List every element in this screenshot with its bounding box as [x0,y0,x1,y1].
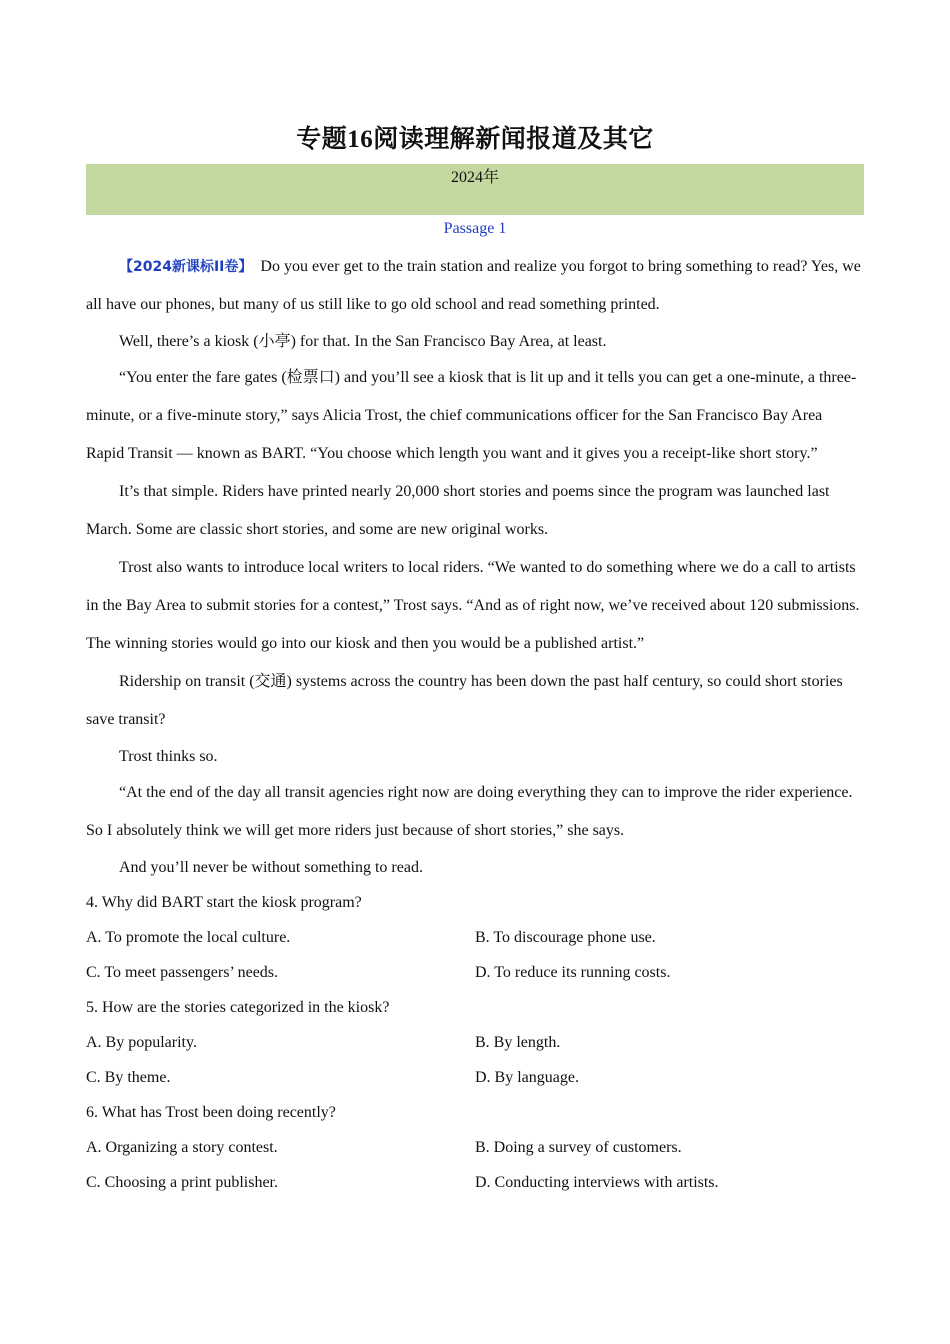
paragraph: Ridership on transit (交通) systems across the country has been down the past half century, so could short stories save transit? [86,673,843,728]
answer-option: D. By language. [475,1069,579,1086]
document-page [86,118,864,1200]
year-label: 2024年 [450,169,499,186]
question-block [86,990,864,1095]
answer-option: A. Organizing a story contest. [86,1139,278,1156]
paragraph: It’s that simple. Riders have printed nearly 20,000 short stories and poems since the program was launched last March. Some are classic short stories, and some are new original works. [86,483,830,538]
answer-option: B. To discourage phone use. [475,929,656,946]
answer-option: D. Conducting interviews with artists. [475,1174,719,1191]
answer-option: C. Choosing a print publisher. [86,1174,278,1191]
document-title: 专题16阅读理解新闻报道及其它 [296,126,654,153]
paragraph: Trost also wants to introduce local writers to local riders. “We wanted to do something where we do a call to artists in the Bay Area to submit stories for a contest,” Trost says. “And as of right now, we’ve received about 120 submissions. The winning stories would go into our kiosk and then you would be a published artist.” [86,559,860,652]
answer-option: D. To reduce its running costs. [475,964,671,981]
answer-option: A. By popularity. [86,1034,197,1051]
source-tag: 【2024新课标ⅠⅠ卷】 [119,259,253,275]
question-block [86,885,864,990]
paragraph: Trost thinks so. [119,748,218,765]
question-stem: 4. Why did BART start the kiosk program? [86,894,362,911]
answer-option: A. To promote the local culture. [86,929,291,946]
answer-option: B. Doing a survey of customers. [475,1139,682,1156]
answer-option: C. To meet passengers’ needs. [86,964,279,981]
question-stem: 5. How are the stories categorized in the kiosk? [86,999,390,1016]
answer-option: B. By length. [475,1034,561,1051]
paragraph: “At the end of the day all transit agencies right now are doing everything they can to improve the rider experience. So I absolutely think we will get more riders just because of short stories,” she says. [86,784,853,839]
answer-options [86,1025,864,1095]
question-stem: 6. What has Trost been doing recently? [86,1104,336,1121]
answer-options [86,920,864,990]
answer-options [86,1130,864,1200]
paragraph: And you’ll never be without something to read. [119,859,423,876]
paragraph: “You enter the fare gates (检票口) and you’ll see a kiosk that is lit up and it tells you can get a one-minute, a three-minute, or a five-minute story,” says Alicia Trost, the chief communications officer for the San Francisco Bay Area Rapid Transit — known as BART. “You choose which length you want and it gives you a receipt-like short story.” [86,369,857,462]
year-band [86,164,864,215]
question-block [86,1095,864,1200]
passage-body [86,248,864,885]
paragraph: 【2024新课标ⅠⅠ卷】 Do you ever get to the train station and realize you forgot to bring something to read? Yes, we all have our phones, but many of us still like to go old school and read something printed. [86,258,861,313]
answer-option: C. By theme. [86,1069,171,1086]
paragraph: Well, there’s a kiosk (小亭) for that. In the San Francisco Bay Area, at least. [119,333,607,350]
passage-title: Passage 1 [443,220,507,237]
